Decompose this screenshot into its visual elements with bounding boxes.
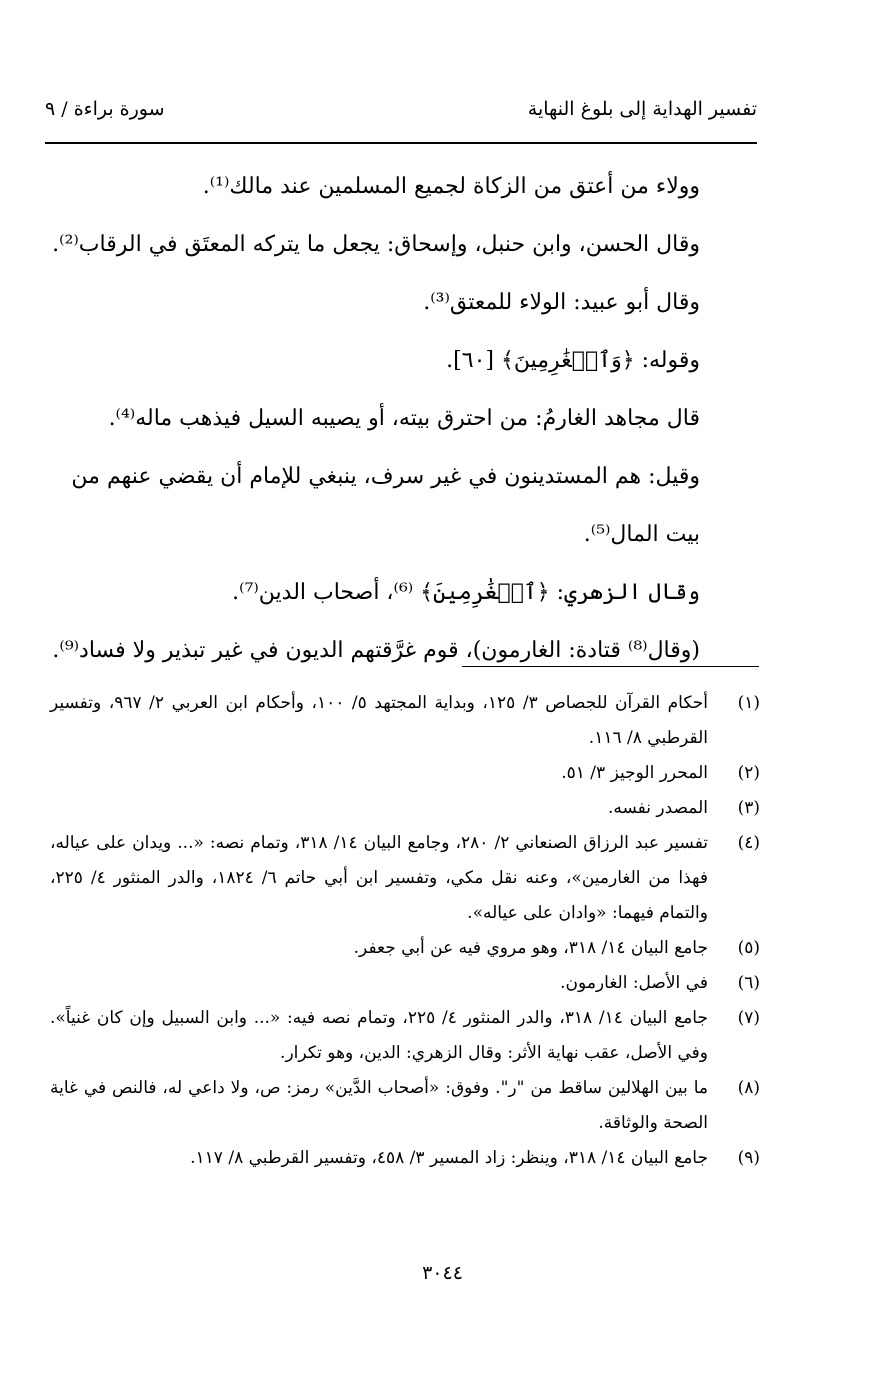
footnote <box>50 826 760 931</box>
paragraph: (وقال⁽⁸⁾ قتادة: الغارمون)، قوم غرَّقتهم الديون في غير تبذير ولا فساد⁽⁹⁾. <box>52 638 700 663</box>
surah-label: سورة براءة / ٩ <box>45 98 165 120</box>
running-header <box>45 98 757 130</box>
footnote <box>50 931 760 966</box>
footnote-number: (١) <box>737 693 760 713</box>
footnote-text: جامع البيان ١٤/ ٣١٨، وينظر: زاد المسير ٣/ ٤٥٨، وتفسير القرطبي ٨/ ١١٧. <box>190 1148 708 1168</box>
footnote-number: (٦) <box>737 973 760 993</box>
footnote-number: (٨) <box>737 1078 760 1098</box>
footnote-number: (٢) <box>737 763 760 783</box>
footnote-text: في الأصل: الغارمون. <box>560 973 708 993</box>
footnote <box>50 966 760 1001</box>
book-title: تفسير الهداية إلى بلوغ النهاية <box>527 98 757 120</box>
footnote-number: (٥) <box>737 938 760 958</box>
footnote-text: جامع البيان ١٤/ ٣١٨، وهو مروي فيه عن أبي جعفر. <box>353 938 708 958</box>
footnote-text: المحرر الوجيز ٣/ ٥١. <box>561 763 708 783</box>
footnote <box>50 686 760 756</box>
footnote <box>50 1141 760 1176</box>
paragraph: وولاء من أعتق من الزكاة لجميع المسلمين عند مالك⁽¹⁾. <box>202 174 700 199</box>
footnote-text: جامع البيان ١٤/ ٣١٨، والدر المنثور ٤/ ٢٢٥، وتمام نصه فيه: «... وابن السبيل وإن كان غنياً». وفي الأصل، عقب نهاية الأثر: وقال الزهري: الدين، وهو تكرار. <box>50 1008 708 1063</box>
footnote-divider <box>462 666 759 667</box>
footnote <box>50 1001 760 1071</box>
footnote-number: (٧) <box>737 1008 760 1028</box>
main-text <box>50 158 755 680</box>
footnote-number: (٤) <box>737 833 760 853</box>
header-divider <box>45 142 757 144</box>
footnotes <box>50 686 760 1176</box>
footnote-text: أحكام القرآن للجصاص ٣/ ١٢٥، وبداية المجتهد ٥/ ١٠٠، وأحكام ابن العربي ٢/ ٩٦٧، وتفسير القرطبي ٨/ ١١٦. <box>50 693 708 748</box>
footnote <box>50 791 760 826</box>
footnote <box>50 1071 760 1141</box>
footnote-text: تفسير عبد الرزاق الصنعاني ٢/ ٢٨٠، وجامع البيان ١٤/ ٣١٨، وتمام نصه: «... ويدان على عياله، فهذا من الغارمين»، وعنه نقل مكي، وتفسير ابن أبي حاتم ٦/ ١٨٢٤، والدر المنثور ٤/ ٢٢٥، والتمام فيهما: «وادان على عياله». <box>50 833 709 923</box>
paragraph: وقال أبو عبيد: الولاء للمعتق⁽³⁾. <box>423 290 700 315</box>
footnote-number: (٩) <box>737 1148 760 1168</box>
footnote-text: ما بين الهلالين ساقط من "ر". وفوق: «أصحاب الدَّين» رمز: ص، ولا داعي له، فالنص في غاية الصحة والوثاقة. <box>50 1078 708 1133</box>
footnote-text: المصدر نفسه. <box>607 798 708 818</box>
footnote-number: (٣) <box>737 798 760 818</box>
paragraph: وقال الزهري: ﴿ٱلۡغَٰرِمِينَ﴾ ⁽⁶⁾، أصحاب الدين⁽⁷⁾. <box>232 580 700 605</box>
footnote <box>50 756 760 791</box>
paragraph: وقيل: هم المستدينون في غير سرف، ينبغي للإمام أن يقضي عنهم من بيت المال⁽⁵⁾. <box>71 464 700 547</box>
paragraph: وقوله: ﴿وَٱلۡغَٰرِمِينَ﴾ [٦٠]. <box>446 348 700 373</box>
paragraph: قال مجاهد الغارمُ: من احترق بيته، أو يصيبه السيل فيذهب ماله⁽⁴⁾. <box>108 406 700 431</box>
page-number: ٣٠٤٤ <box>422 1262 463 1284</box>
paragraph: وقال الحسن، وابن حنبل، وإسحاق: يجعل ما يتركه المعتَق في الرقاب⁽²⁾. <box>52 232 700 257</box>
